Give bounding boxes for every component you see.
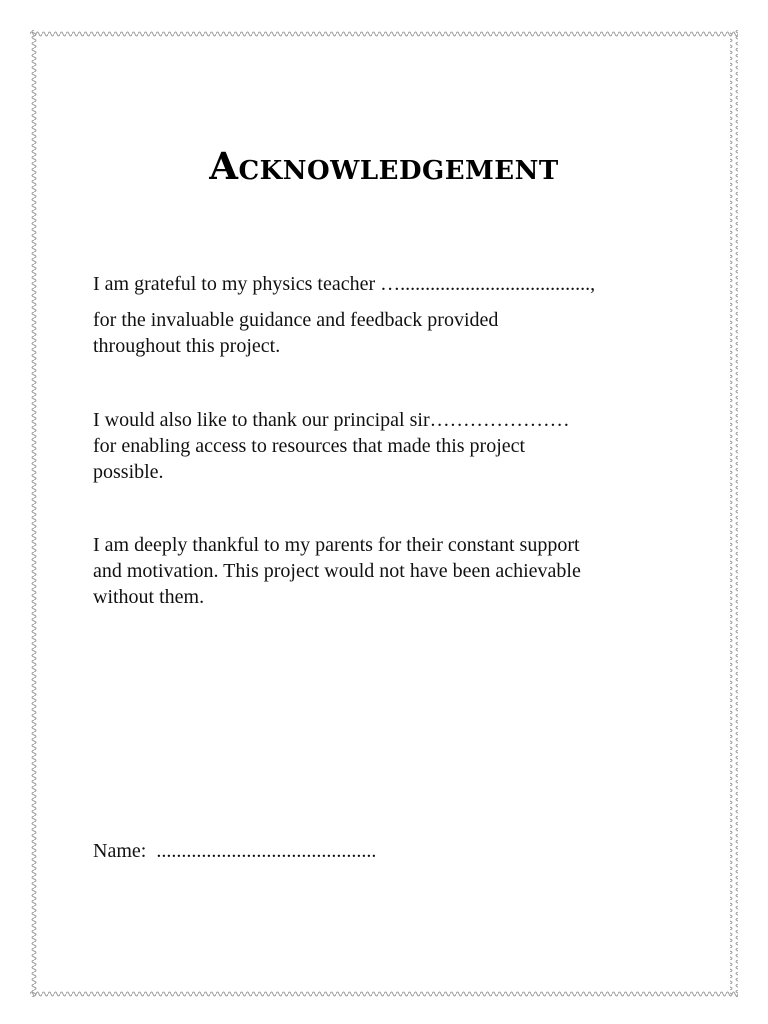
parents-line: and motivation. This project would not have been achievable <box>93 560 581 582</box>
principal-line: possible. <box>93 461 164 483</box>
parents-line: without them. <box>93 586 205 608</box>
page-title: Acknowledgement <box>209 144 559 188</box>
principal-line: I would also like to thank our principal sir………………… <box>93 409 570 431</box>
principal-paragraph <box>93 407 693 485</box>
principal-line: for enabling access to resources that made this project <box>93 435 526 457</box>
name-label: Name: <box>93 840 147 862</box>
teacher-line: throughout this project. <box>93 335 281 357</box>
signature-line <box>93 838 693 864</box>
parents-line: I am deeply thankful to my parents for their constant support <box>93 534 580 556</box>
parents-paragraph <box>93 532 713 610</box>
teacher-line: I am grateful to my physics teacher …......................................, <box>93 273 596 295</box>
name-blank: ............................................ <box>156 840 377 862</box>
teacher-paragraph <box>93 271 693 359</box>
teacher-line: for the invaluable guidance and feedback provided <box>93 309 499 331</box>
